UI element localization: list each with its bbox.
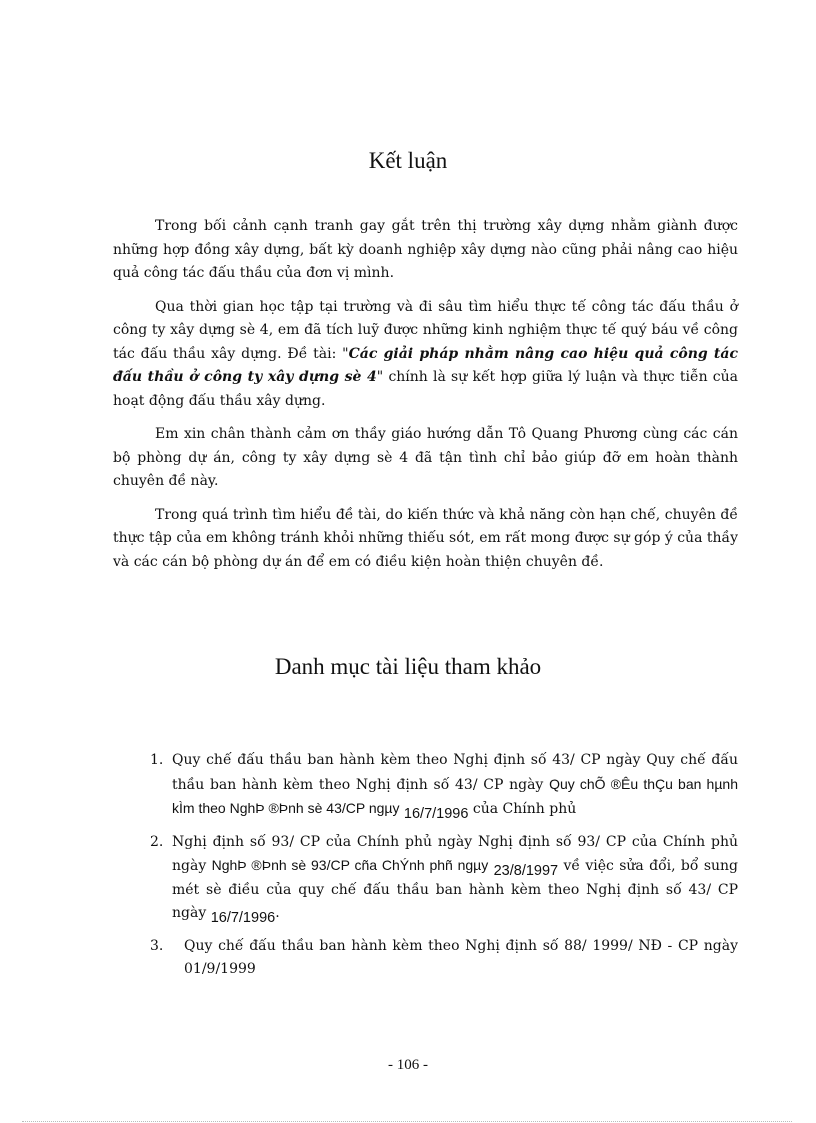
reference-date-2: 16/7/1996 xyxy=(210,910,276,926)
reference-garbled-text: NghÞ ®Þnh sè 93/CP cña ChÝnh phñ ngµy xyxy=(211,857,489,873)
reference-number: 3. xyxy=(150,937,164,954)
reference-item xyxy=(150,831,738,926)
paragraph-2-end: " chính là sự kết hợp giữa lý luận và thực tiễn của hoạt động đấu thầu xây dựng. xyxy=(113,369,739,409)
reference-date: 23/8/1997 xyxy=(493,863,559,879)
paragraph-2-intro: Qua thời gian học tập tại trường và đi sâu tìm hiểu thực tế công tác đấu thầu ở công ty xây dựng sè 4, em đã tích luỹ được những kinh nghiệm thực tế quý báu về công tác đấu thầu xây dựng. Đề tài: " xyxy=(113,298,738,362)
reference-item xyxy=(150,935,738,982)
conclusion-paragraph-3: Em xin chân thành cảm ơn thầy giáo hướng dẫn Tô Quang Phương cùng các cán bộ phòng dự án, công ty xây dựng sè 4 đã tận tình chỉ bảo giúp đỡ em hoàn thành chuyên đề này. xyxy=(113,426,738,489)
thesis-topic-title: Các giải pháp nhằm nâng cao hiệu quả công tác đấu thầu ở công ty xây dựng sè 4 xyxy=(113,345,738,385)
conclusion-body xyxy=(113,215,738,584)
reference-end: . xyxy=(275,905,280,921)
reference-tail: về việc sửa đổi, bổ sung mét sè điều của quy chế đấu thầu ban hành kèm theo Nghị định số 43/ CP ngày xyxy=(172,858,738,921)
page-bottom-border xyxy=(22,1121,792,1122)
reference-text: Quy chế đấu thầu ban hành kèm theo Nghị định số 88/ 1999/ NĐ - CP ngày 01/9/1999 xyxy=(184,937,738,977)
reference-text: Nghị định số 93/ CP của Chính phủ ngày Nghị định số 93/ CP của Chính phủ ngày xyxy=(172,833,738,874)
conclusion-paragraph-1: Trong bối cảnh cạnh tranh gay gắt trên thị trường xây dựng nhằm giành được những hợp đồng xây dựng, bất kỳ doanh nghiệp xây dựng nào cũng phải nâng cao hiệu quả công tác đấu thầu của đơn vị mình. xyxy=(113,218,738,281)
reference-number: 2. xyxy=(150,833,164,850)
references-list xyxy=(150,749,738,991)
conclusion-title: Kết luận xyxy=(368,148,448,173)
reference-date: 16/7/1996 xyxy=(403,806,469,822)
reference-item xyxy=(150,749,738,822)
page-number: - 106 - xyxy=(388,1057,428,1073)
references-title: Danh mục tài liệu tham khảo xyxy=(274,654,542,679)
conclusion-paragraph-4: Trong quá trình tìm hiểu đề tài, do kiến thức và khả năng còn hạn chế, chuyên đề thực tập của em không tránh khỏi những thiếu sót, em rất mong được sự góp ý của thầy và các cán bộ phòng dự án để em có điều kiện hoàn thiện chuyên đề. xyxy=(113,506,738,570)
reference-tail: của Chính phủ xyxy=(472,801,577,817)
reference-number: 1. xyxy=(150,752,164,768)
reference-text: Quy chế đấu thầu ban hành kèm theo Nghị định số 43/ CP ngày Quy chế đấu thầu ban hành kèm theo Nghị định số 43/ CP ngày xyxy=(172,752,738,793)
conclusion-paragraph-2 xyxy=(113,296,738,414)
reference-garbled-text: Quy chÕ ®Êu thÇu ban hµnh kÌm theo NghÞ ®Þnh sè 43/CP ngµy xyxy=(172,775,738,816)
